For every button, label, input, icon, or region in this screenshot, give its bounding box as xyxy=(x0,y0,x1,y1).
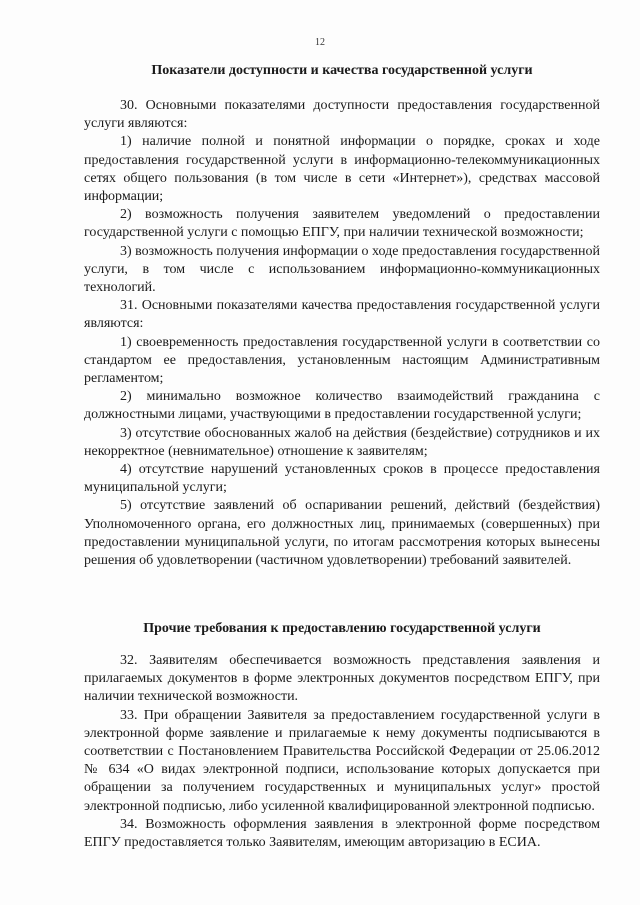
paragraph-31-item-1: 1) своевременность предоставления государственной услуги в соответствии со стандартом ее предоставления, установленным настоящим Административным регламентом; xyxy=(84,334,600,387)
section-heading-accessibility: Показатели доступности и качества государственной услуги xyxy=(151,63,533,78)
paragraph-30: 30. Основными показателями доступности предоставления государственной услуги являются: xyxy=(84,98,600,132)
paragraph-31-item-5: 5) отсутствие заявлений об оспаривании решений, действий (бездействия) Уполномоченного органа, его должностных лиц, принимаемых (совершенных) при предоставлении муниципальной услуги, по итогам рассмотрения которых вынесены решения об удовлетворении (частичном удовлетворении) требований заявителей. xyxy=(84,498,600,569)
paragraph-34: 34. Возможность оформления заявления в электронной форме посредством ЕПГУ предоставляется только Заявителям, имеющим авторизацию в ЕСИА. xyxy=(84,816,600,851)
section-heading-accessibility-wrapper xyxy=(84,62,600,80)
paragraph-31-item-3: 3) отсутствие обоснованных жалоб на действия (бездействие) сотрудников и их некорректное (невнимательное) отношение к заявителям; xyxy=(84,425,600,459)
section-heading-other-requirements: Прочие требования к предоставлению государственной услуги xyxy=(143,621,541,636)
section-body-other-requirements xyxy=(84,652,600,852)
paragraph-31-item-2: 2) минимально возможное количество взаимодействий гражданина с должностными лицами, участвующими в предоставлении государственной услуги; xyxy=(84,389,600,423)
paragraph-33: 33. При обращении Заявителя за предоставлением государственной услуги в электронной форме заявление и прилагаемые к нему документы подписываются в соответствии с Постановлением Правительства Российской Федерации от 25.06.2012 № 634 «О видах электронной подписи, использование которых допускается при обращении за получением государственных и муниципальных услуг» простой электронной подписью, либо усиленной квалифицированной электронной подписью. xyxy=(84,707,600,814)
section-heading-other-wrapper xyxy=(84,620,600,638)
paragraph-30-item-1: 1) наличие полной и понятной информации о порядке, сроках и ходе предоставления государственной услуги в информационно-телекоммуникационных сетях общего пользования (в том числе в сети «Интернет»), средствах массовой информации; xyxy=(84,134,600,205)
paragraph-31-item-4: 4) отсутствие нарушений установленных сроков в процессе предоставления муниципальной услуги; xyxy=(84,462,600,496)
section-body-accessibility xyxy=(84,97,600,570)
scan-mark xyxy=(608,2,634,8)
paragraph-30-item-3: 3) возможность получения информации о ходе предоставления государственной услуги, в том числе с использованием информационно-коммуникационных технологий. xyxy=(84,243,600,296)
paragraph-30-item-2: 2) возможность получения заявителем уведомлений о предоставлении государственной услуги с помощью ЕПГУ, при наличии технической возможности; xyxy=(84,207,600,241)
paragraph-31: 31. Основными показателями качества предоставления государственной услуги являются: xyxy=(84,298,600,332)
page-number: 12 xyxy=(315,37,325,48)
paragraph-32: 32. Заявителям обеспечивается возможность представления заявления и прилагаемых документов в форме электронных документов посредством ЕПГУ, при наличии технической возможности. xyxy=(84,653,600,705)
